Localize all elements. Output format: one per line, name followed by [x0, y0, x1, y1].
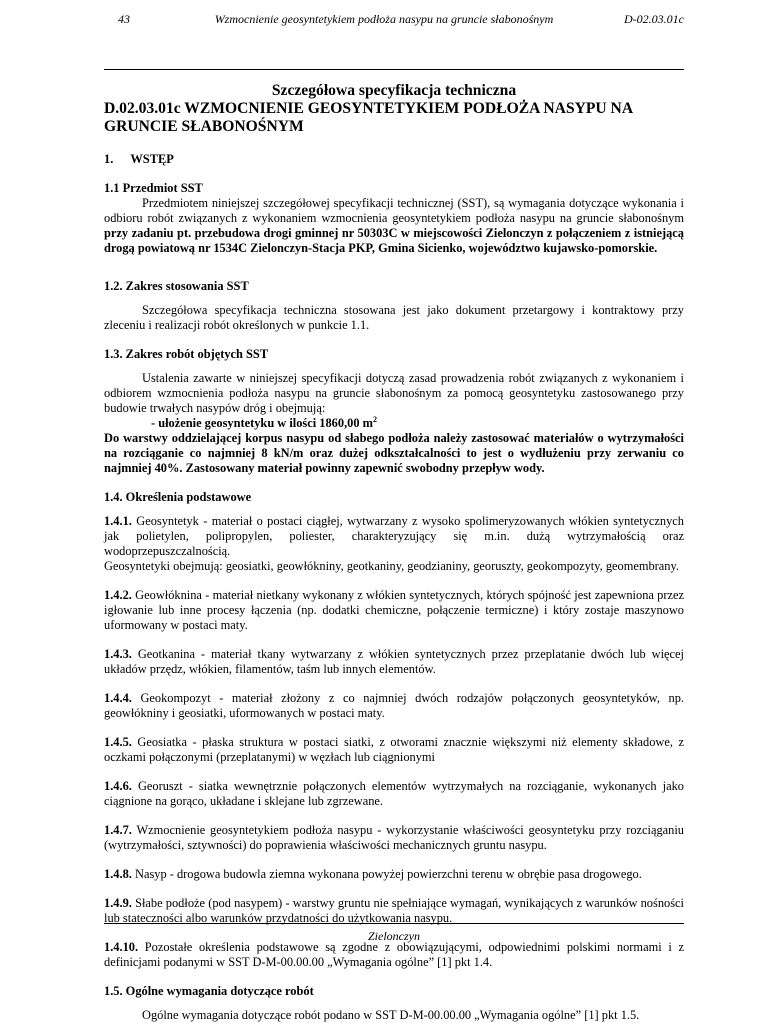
- definition-text: Geotkanina - materiał tkany wytwarzany z włókien syntetycznych przez przeplatanie dwóch lub więcej układów przędz, włókien, filamentów, taśm lub innych elementów.: [104, 647, 684, 676]
- definition-item: [104, 588, 684, 633]
- definition-item: [104, 691, 684, 721]
- section-1-4-heading: 1.4. Określenia podstawowe: [104, 490, 252, 504]
- section-1-3-text: Ustalenia zawarte w niniejszej specyfikacji dotyczą zasad prowadzenia robót związanych z wykonaniem i odbiorem wzmocnienia podłoża nasypu na gruncie słabonośnym za pomocą geosyntetyku zastosowanego przy budowie trwałych nasypów dróg i obejmują:: [104, 371, 684, 415]
- definition-item: [104, 896, 684, 926]
- title-line-1: Szczegółowa specyfikacja techniczna: [271, 82, 517, 99]
- section-1-1-heading: 1.1 Przedmiot SST: [104, 181, 203, 195]
- definition-number: 1.4.10.: [104, 940, 139, 954]
- section-1-1-text: [104, 196, 684, 256]
- document-code: D-02.03.01c: [624, 12, 684, 26]
- definition-item: [104, 514, 684, 574]
- definition-number: 1.4.8.: [104, 867, 132, 881]
- definition-number: 1.4.9.: [104, 896, 132, 910]
- definition-number: 1.4.6.: [104, 779, 132, 793]
- document-title: [104, 82, 684, 136]
- section-1-1-plain: Przedmiotem niniejszej szczegółowej specyfikacji technicznej (SST), są wymagania dotyczące wykonania i odbioru robót związanych z wykonaniem wzmocnienia geosyntetykiem podłoża nasypu na gruncie słabonośnym: [104, 196, 684, 225]
- section-1-2-heading: 1.2. Zakres stosowania SST: [104, 279, 249, 293]
- definition-number: 1.4.1.: [104, 514, 132, 528]
- definition-text: Geosiatka - płaska struktura w postaci siatki, z otworami znacznie większymi niż elementy składowe, z oczkami połączonymi (przeplatanymi) w węzłach lub ciągnionymi: [104, 735, 684, 764]
- definition-item: [104, 867, 684, 882]
- definition-extra: Geosyntetyki obejmują: geosiatki, geowłókniny, geotkaniny, geodzianiny, georuszty, geokompozyty, geomembrany.: [104, 559, 679, 573]
- definition-number: 1.4.4.: [104, 691, 132, 705]
- definition-text: Nasyp - drogowa budowla ziemna wykonana powyżej powierzchni terenu w obrębie pasa drogowego.: [135, 867, 642, 881]
- section-1-5-text: Ogólne wymagania dotyczące robót podano w SST D-M-00.00.00 „Wymagania ogólne” [1] pkt 1.5.: [142, 1008, 640, 1022]
- page-number: 43: [118, 12, 130, 26]
- definition-item: [104, 940, 684, 970]
- item-text: - ułożenie geosyntetyku w ilości 1860,00 m: [151, 416, 373, 430]
- definition-number: 1.4.2.: [104, 588, 132, 602]
- definition-item: [104, 779, 684, 809]
- section-1-3-note: Do warstwy oddzielającej korpus nasypu od słabego podłoża należy zastosować materiałów o wytrzymałości na rozciąganie co najmniej 8 kN/m oraz dużej odkształcalności to jest o wydłużeniu przy zerwaniu co najmniej 40%. Zastosowany materiał powinny zapewnić swobodny przepływ wody.: [104, 431, 684, 475]
- definition-text: Pozostałe określenia podstawowe są zgodne z obowiązującymi, odpowiednimi polskimi normami i z definicjami podanymi w SST D-M-00.00.00 „Wymagania ogólne” [1] pkt 1.4.: [104, 940, 684, 969]
- section-number: 1.: [104, 152, 114, 166]
- page-header: [104, 12, 684, 60]
- definition-text: Georuszt - siatka wewnętrznie połączonych elementów wytrzymałych na rozciąganie, wykonanych jako ciągnione na gorąco, układane i sklejane lub zgrzewane.: [104, 779, 684, 808]
- section-label: WSTĘP: [130, 152, 174, 166]
- title-line-2: D.02.03.01c WZMOCNIENIE GEOSYNTETYKIEM PODŁOŻA NASYPU NA GRUNCIE SŁABONOŚNYM: [104, 100, 633, 135]
- running-title: Wzmocnienie geosyntetykiem podłoża nasypu na gruncie słabonośnym: [214, 12, 554, 26]
- definition-item: [104, 647, 684, 677]
- definition-item: [104, 823, 684, 853]
- section-1-1-bold: przy zadaniu pt. przebudowa drogi gminnej nr 50303C w miejscowości Zielonczyn z połączeniem z istniejącą drogą powiatową nr 1534C Zielonczyn-Stacja PKP, Gmina Sicienko, województwo kujawsko-pomorskie.: [104, 226, 684, 255]
- section-1-3-item: [104, 416, 684, 431]
- document-body: [104, 82, 684, 1023]
- footer-rule: [104, 923, 684, 924]
- definition-number: 1.4.7.: [104, 823, 132, 837]
- section-1-2-text: Szczegółowa specyfikacja techniczna stosowana jest jako dokument przetargowy i kontraktowy przy zleceniu i realizacji robót określonych w punkcie 1.1.: [104, 303, 684, 332]
- definition-number: 1.4.3.: [104, 647, 132, 661]
- item-superscript: 2: [373, 414, 377, 424]
- definition-text: Geokompozyt - materiał złożony z co najmniej dwóch rodzajów połączonych geosyntetyków, np. geowłókniny i geosiatki, uformowanych w postaci maty.: [104, 691, 684, 720]
- section-1-heading: [104, 152, 684, 167]
- definition-text: Słabe podłoże (pod nasypem) - warstwy gruntu nie spełniające wymagań, wynikających z warunków nośności lub stateczności albo warunków przydatności do użytkowania nasypu.: [104, 896, 684, 925]
- section-1-3-heading: 1.3. Zakres robót objętych SST: [104, 347, 269, 361]
- header-rule: [104, 69, 684, 70]
- definition-item: [104, 735, 684, 765]
- definition-text: Geowłóknina - materiał nietkany wykonany z włókien syntetycznych, których spójność jest zapewniona przez igłowanie lub inne procesy łączenia (np. dodatki chemiczne, połączenie termiczne) i który zostaje maszynowo uformowany w postaci maty.: [104, 588, 684, 632]
- page-footer: Zielonczyn: [368, 929, 420, 943]
- definition-number: 1.4.5.: [104, 735, 132, 749]
- definition-text: Geosyntetyk - materiał o postaci ciągłej, wytwarzany z wysoko spolimeryzowanych włókien syntetycznych jak polietylen, polipropylen, poliester, charakteryzujący się m.in. dużą wytrzymałością oraz wodoprzepuszczalnością.: [104, 514, 684, 558]
- definitions-list: [104, 514, 684, 970]
- definition-text: Wzmocnienie geosyntetykiem podłoża nasypu - wykorzystanie właściwości geosyntetyku przy rozciąganiu (wytrzymałości, sztywności) do poprawienia właściwości mechanicznych gruntu nasypu.: [104, 823, 685, 852]
- section-1-5-heading: 1.5. Ogólne wymagania dotyczące robót: [104, 984, 314, 998]
